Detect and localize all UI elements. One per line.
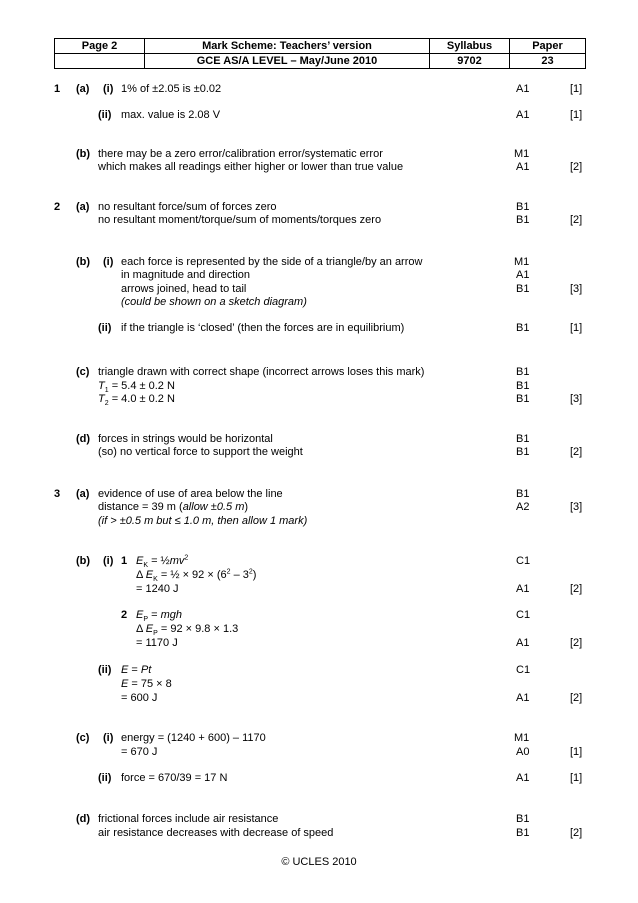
q3-a-line2-italic: allow ±0.5 m (182, 501, 245, 513)
q2-b-i-line2: in magnitude and direction (121, 269, 251, 281)
q3-b-i-1-line1-sub: K (143, 562, 149, 570)
q2-c-t2 (98, 393, 175, 406)
q3-b-i-1-line1 (136, 555, 188, 568)
q3-b-i-2-mark2: A1 (516, 637, 530, 649)
q2-b-i-mark1: M1 (514, 256, 530, 268)
q2-a-line1: no resultant force/sum of forces zero (98, 201, 277, 213)
q3-a-label: (a) (76, 488, 90, 500)
q3-b-i-2-line2-rest: = 92 × 9.8 × 1.3 (157, 623, 239, 635)
q2-b-i-mark3: B1 (516, 283, 530, 295)
q3-b-i-1-line1-eq: = ½ (148, 555, 170, 567)
q3-b-i-1-number: 1 (121, 555, 128, 567)
q3-b-ii-line1-eq: = (128, 664, 141, 676)
q3-b-i-1-line2-end: ) (252, 569, 257, 581)
header-row-2 (55, 54, 586, 69)
q2-a-line2: no resultant moment/torque/sum of moments/torques zero (98, 214, 382, 226)
q3-b-i-2-line1-mgh: mgh (160, 609, 182, 621)
q3-b-i-2-line1 (136, 609, 182, 622)
q2-c-mark3: B1 (516, 393, 530, 405)
q3-b-ii-line1-pt: Pt (140, 664, 152, 676)
q1-b-label: (b) (76, 148, 91, 160)
q2-c-t1-symbol: T (98, 380, 105, 392)
q2-number: 2 (54, 201, 61, 213)
q3-b-ii-line2-e: E (121, 678, 129, 690)
q3-d-mark2: B1 (516, 827, 530, 839)
q3-b-i-1-line2 (136, 569, 256, 582)
q2-d-line2: (so) no vertical force to support the weight (98, 446, 303, 458)
q3-b-i-2-line2-sub: P (153, 630, 158, 638)
q3-b-ii-line2-rest: = 75 × 8 (128, 678, 172, 690)
header-paper-number: 23 (510, 54, 586, 69)
q1-a-label: (a) (76, 83, 90, 95)
q3-c-i-line2: = 670 J (121, 746, 158, 758)
q3-b-i-1-line3: = 1240 J (136, 583, 179, 595)
header-title: Mark Scheme: Teachers’ version (145, 39, 430, 54)
q2-b-i-mark2: A1 (516, 269, 530, 281)
q3-b-i-2-line2-e: E (145, 623, 154, 635)
header-page: Page 2 (55, 39, 145, 54)
q2-a-mark2: B1 (516, 214, 530, 226)
q3-c-ii-mark: A1 (516, 772, 530, 784)
q2-a-mark1: B1 (516, 201, 530, 213)
q3-a-total: [3] (570, 501, 583, 513)
q3-b-ii-line1-e: E (121, 664, 129, 676)
header-syllabus-label: Syllabus (430, 39, 510, 54)
q2-c-total: [3] (570, 393, 583, 405)
q1-b-mark1: M1 (514, 148, 530, 160)
q2-c-t1 (98, 380, 175, 393)
header-table (54, 38, 586, 69)
q2-c-t1-subscript: 1 (104, 387, 109, 395)
q3-d-total: [2] (570, 827, 583, 839)
q1-a-ii-text: max. value is 2.08 V (121, 109, 221, 121)
q3-b-i-1-line1-sup: 2 (184, 554, 189, 562)
q3-a-line1: evidence of use of area below the line (98, 488, 283, 500)
header-empty (55, 54, 145, 69)
q3-c-i-total: [1] (570, 746, 583, 758)
q3-d-line2: air resistance decreases with decrease of speed (98, 827, 334, 839)
q3-b-i-1-line2-pre: Δ (136, 569, 146, 581)
q1-a-i-total: [1] (570, 83, 583, 95)
q3-c-i-label: (i) (103, 732, 114, 744)
q2-b-ii-text: if the triangle is ‘closed’ (then the forces are in equilibrium) (121, 322, 405, 334)
q3-b-i-2-number: 2 (121, 609, 128, 621)
q1-a-ii-mark: A1 (516, 109, 530, 121)
q2-b-ii-label: (ii) (98, 322, 112, 334)
q3-b-i-1-total: [2] (570, 583, 583, 595)
q3-b-ii-mark2: A1 (516, 692, 530, 704)
q3-number: 3 (54, 488, 61, 500)
q1-a-ii-label: (ii) (98, 109, 112, 121)
q3-b-i-2-line2-pre: Δ (136, 623, 146, 635)
q3-b-i-1-mark1: C1 (516, 555, 531, 567)
q3-c-i-line1: energy = (1240 + 600) – 1170 (121, 732, 266, 744)
q3-b-i-1-line1-mv: mv (169, 555, 185, 567)
q3-a-line3: (if > ±0.5 m but ≤ 1.0 m, then allow 1 mark) (98, 515, 308, 527)
q3-b-ii-line1 (121, 664, 151, 677)
q1-b-line1: there may be a zero error/calibration error/systematic error (98, 148, 383, 160)
q1-number: 1 (54, 83, 61, 95)
q3-c-ii-total: [1] (570, 772, 583, 784)
q3-c-i-mark2: A0 (516, 746, 530, 758)
q3-c-i-mark1: M1 (514, 732, 530, 744)
q2-a-total: [2] (570, 214, 583, 226)
q3-b-i-2-line3: = 1170 J (136, 637, 178, 649)
header-paper-label: Paper (510, 39, 586, 54)
q3-d-line1: frictional forces include air resistance (98, 813, 279, 825)
q2-c-t2-subscript: 2 (104, 400, 109, 408)
q2-d-label: (d) (76, 433, 91, 445)
q3-b-i-label: (i) (103, 555, 114, 567)
q3-b-label: (b) (76, 555, 91, 567)
q3-b-i-2-total: [2] (570, 637, 583, 649)
q2-b-ii-mark: B1 (516, 322, 530, 334)
header-syllabus-code: 9702 (430, 54, 510, 69)
q2-d-line1: forces in strings would be horizontal (98, 433, 273, 445)
q2-b-i-total: [3] (570, 283, 583, 295)
q3-a-mark2: A2 (516, 501, 530, 513)
q3-b-i-1-line2-sup2: 2 (248, 568, 253, 576)
q3-a-mark1: B1 (516, 488, 530, 500)
q2-c-label: (c) (76, 366, 90, 378)
q2-c-mark1: B1 (516, 366, 530, 378)
q3-c-ii-label: (ii) (98, 772, 112, 784)
q2-b-label: (b) (76, 256, 91, 268)
q3-b-i-2-line1-sub: P (143, 616, 149, 624)
q1-b-total: [2] (570, 161, 583, 173)
header-exam: GCE AS/A LEVEL – May/June 2010 (145, 54, 430, 69)
q3-b-ii-label: (ii) (98, 664, 112, 676)
q2-c-line1: triangle drawn with correct shape (incorrect arrows loses this mark) (98, 366, 425, 378)
q3-b-ii-line3: = 600 J (121, 692, 158, 704)
q3-b-ii-mark1: C1 (516, 664, 531, 676)
q2-d-mark1: B1 (516, 433, 530, 445)
q2-d-mark2: B1 (516, 446, 530, 458)
q2-b-i-line4: (could be shown on a sketch diagram) (121, 296, 307, 308)
q1-a-i-mark: A1 (516, 83, 530, 95)
q1-a-i-label: (i) (103, 83, 114, 95)
q3-a-line2-pre: distance = 39 m ( (98, 501, 183, 513)
q3-b-i-2-line1-e: E (136, 609, 144, 621)
q3-a-line2 (98, 501, 248, 514)
q3-b-i-1-line2-sup1: 2 (226, 568, 231, 576)
q3-b-i-1-line2-rest: = ½ × 92 × (6 (157, 569, 227, 581)
q3-d-mark1: B1 (516, 813, 530, 825)
q3-b-ii-total: [2] (570, 692, 583, 704)
q2-c-t1-value: = 5.4 ± 0.2 N (108, 380, 175, 392)
q2-c-mark2: B1 (516, 380, 530, 392)
q3-b-i-1-line2-mid: – 3 (230, 569, 249, 581)
q3-b-i-2-mark1: C1 (516, 609, 531, 621)
q3-d-label: (d) (76, 813, 91, 825)
q1-b-mark2: A1 (516, 161, 530, 173)
q2-b-i-label: (i) (103, 256, 114, 268)
q2-b-ii-total: [1] (570, 322, 583, 334)
q3-c-label: (c) (76, 732, 90, 744)
q3-b-i-2-line1-eq: = (148, 609, 161, 621)
q1-a-ii-total: [1] (570, 109, 583, 121)
q3-b-i-2-line2 (136, 623, 238, 636)
q2-d-total: [2] (570, 446, 583, 458)
q3-a-line2-post: ) (244, 501, 249, 513)
q3-b-i-1-line2-sub: K (153, 576, 158, 584)
q1-b-line2: which makes all readings either higher or lower than true value (98, 161, 404, 173)
q2-c-t2-value: = 4.0 ± 0.2 N (108, 393, 175, 405)
q3-b-i-1-line1-e: E (136, 555, 144, 567)
header-row-1 (55, 39, 586, 54)
q2-b-i-line3: arrows joined, head to tail (121, 283, 247, 295)
q1-a-i-text: 1% of ±2.05 is ±0.02 (121, 83, 222, 95)
q2-c-t2-symbol: T (98, 393, 105, 405)
q3-b-i-1-mark2: A1 (516, 583, 530, 595)
q3-b-i-1-line2-e: E (145, 569, 154, 581)
q3-c-ii-text: force = 670/39 = 17 N (121, 772, 228, 784)
q2-b-i-line1: each force is represented by the side of a triangle/by an arrow (121, 256, 423, 268)
q2-a-label: (a) (76, 201, 90, 213)
q3-b-ii-line2 (121, 678, 172, 691)
footer-copyright: © UCLES 2010 (281, 856, 357, 868)
